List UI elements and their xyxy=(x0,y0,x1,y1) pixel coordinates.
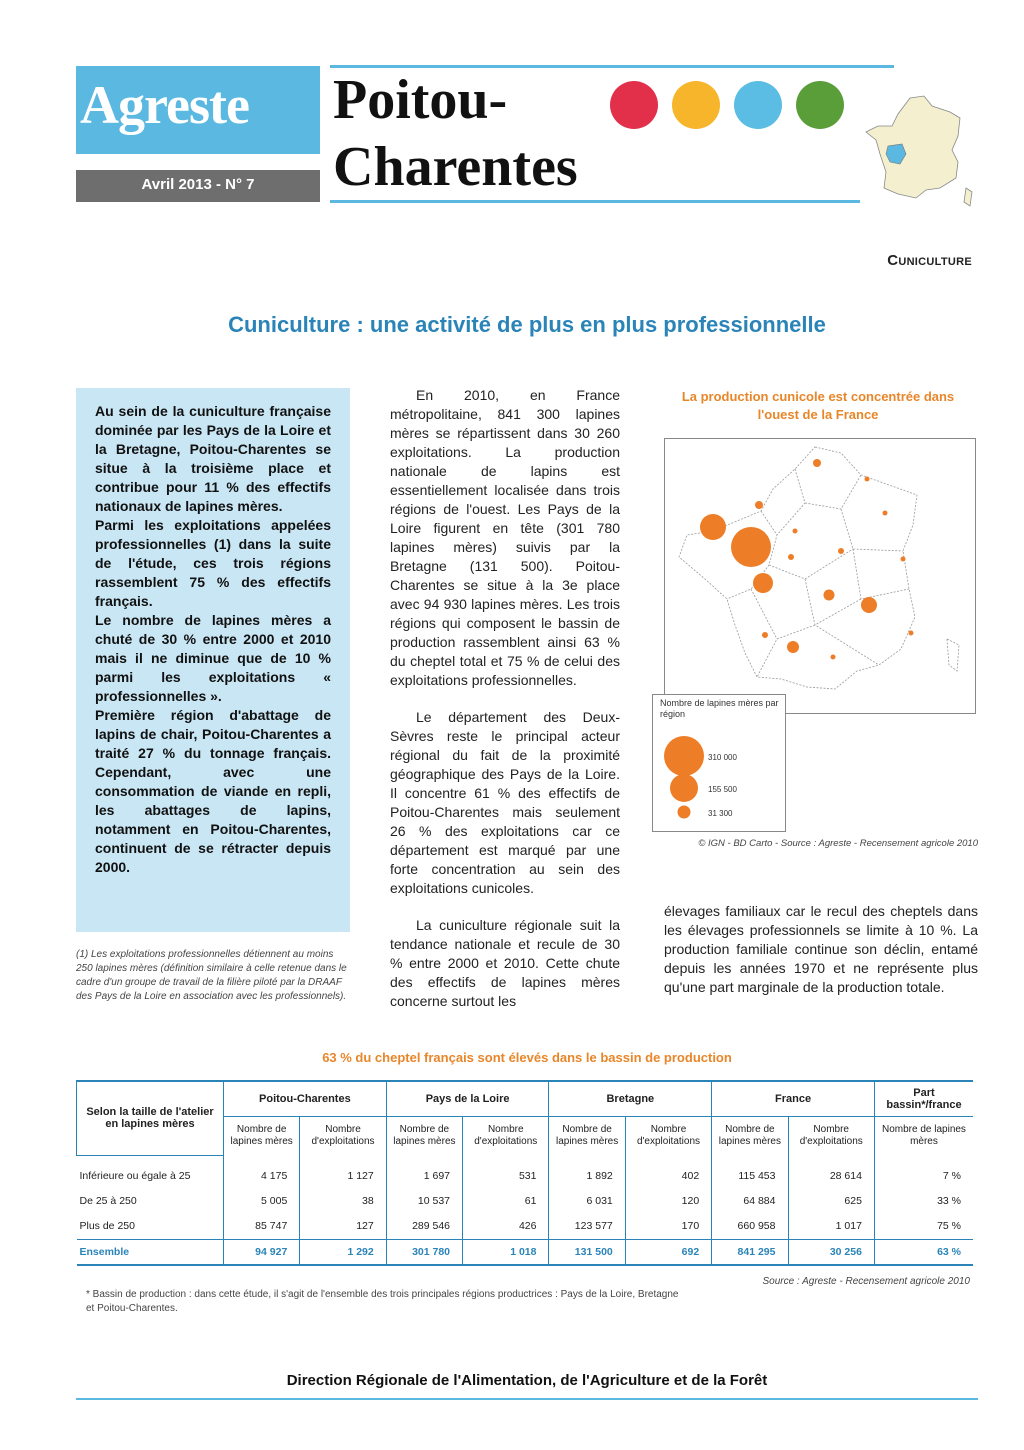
france-bubble-map xyxy=(665,439,975,713)
table-cell: 75 % xyxy=(874,1214,973,1240)
color-dot-yellow xyxy=(672,81,720,129)
body-paragraph: Le département des Deux-Sèvres reste le principal acteur régional du fait de la proximité géographique des Pays de la Loire. Il concentre 61 % des effectifs de Poitou-Charentes mais seulement 26 % des exploitations car ce département est marqué par une forte concentration au sein des exploitations cunicoles. xyxy=(390,709,620,896)
table-note: * Bassin de production : dans cette étude, il s'agit de l'ensemble des trois principales régions productrices : Pays de la Loire, Bretagne et Poitou-Charentes. xyxy=(86,1289,679,1314)
table-cell: 123 577 xyxy=(549,1214,625,1240)
table-cell: 660 958 xyxy=(712,1214,788,1240)
table-cell: 5 005 xyxy=(224,1189,300,1214)
subheader: Nombre d'exploitations xyxy=(625,1117,711,1156)
color-dot-green xyxy=(796,81,844,129)
region-title-line1: Poitou- xyxy=(333,69,508,131)
group-header: Pays de la Loire xyxy=(386,1081,549,1117)
table-cell: 1 697 xyxy=(386,1155,462,1189)
table-cell: 6 031 xyxy=(549,1189,625,1214)
subheader: Nombre de lapines mères xyxy=(386,1117,462,1156)
table-total-row xyxy=(77,1239,974,1265)
subheader: Nombre de lapines mères xyxy=(549,1117,625,1156)
map-source: © IGN - BD Carto - Source : Agreste - Recensement agricole 2010 xyxy=(698,838,978,849)
header-rule-top xyxy=(330,65,894,68)
table-cell: 289 546 xyxy=(386,1214,462,1240)
table-cell: 28 614 xyxy=(788,1155,874,1189)
color-dot-blue xyxy=(734,81,782,129)
table-cell: 301 780 xyxy=(386,1239,462,1265)
table-cell: 33 % xyxy=(874,1189,973,1214)
table-cell: 127 xyxy=(300,1214,386,1240)
table-cell: 30 256 xyxy=(788,1239,874,1265)
total-label: Ensemble xyxy=(77,1239,224,1265)
section-label: Cuniculture xyxy=(887,252,972,269)
map-title: La production cunicole est concentrée dans l'ouest de la France xyxy=(681,389,955,422)
subheader: Nombre de lapines mères xyxy=(712,1117,788,1156)
table-cell: 426 xyxy=(463,1214,549,1240)
legend-value-large: 310 000 xyxy=(708,753,737,762)
table-cell: 692 xyxy=(625,1239,711,1265)
summary-paragraph: Le nombre de lapines mères a chuté de 30 % entre 2000 et 2010 mais il ne diminue que de 10 % parmi les exploitations « professionnelles ». xyxy=(95,612,331,704)
subheader: Nombre d'exploitations xyxy=(300,1117,386,1156)
table-cell: 10 537 xyxy=(386,1189,462,1214)
row-label: De 25 à 250 xyxy=(79,1195,137,1207)
table-row xyxy=(77,1214,974,1240)
brand-name: Agreste xyxy=(80,75,249,135)
color-dot-red xyxy=(610,81,658,129)
summary-text xyxy=(95,402,331,877)
footer-text: Direction Régionale de l'Alimentation, de l'Agriculture et de la Forêt xyxy=(286,1372,768,1389)
subheader: Nombre d'exploitations xyxy=(788,1117,874,1156)
table-cell: 1 892 xyxy=(549,1155,625,1189)
group-header: France xyxy=(712,1081,875,1117)
table-cell: 63 % xyxy=(874,1239,973,1265)
issue-label: Avril 2013 - N° 7 xyxy=(141,176,255,193)
legend-value-medium: 155 500 xyxy=(708,785,737,794)
table-cell: 1 017 xyxy=(788,1214,874,1240)
row-label: Plus de 250 xyxy=(79,1220,135,1232)
table-cell: 115 453 xyxy=(712,1155,788,1189)
subheader: Nombre de lapines mères xyxy=(874,1117,973,1156)
table-cell: 625 xyxy=(788,1189,874,1214)
region-title-line2: Charentes xyxy=(333,136,578,198)
map-frame xyxy=(664,438,976,714)
legend-value-small: 31 300 xyxy=(708,809,733,818)
body-column xyxy=(390,386,620,1029)
legend-bubbles xyxy=(656,726,780,826)
summary-paragraph: Au sein de la cuniculture française dominée par les Pays de la Loire et la Bretagne, Poitou-Charentes se situe à la troisième place et contribue pour 11 % des effectifs nationaux de lapines mères. xyxy=(95,403,331,514)
share-header: Part bassin*/france xyxy=(874,1081,973,1117)
data-table xyxy=(76,1080,973,1266)
group-header: Bretagne xyxy=(549,1081,712,1117)
table-cell: 61 xyxy=(463,1189,549,1214)
table-cell: 841 295 xyxy=(712,1239,788,1265)
table-cell: 7 % xyxy=(874,1155,973,1189)
table-cell: 38 xyxy=(300,1189,386,1214)
article-title: Cuniculture : une activité de plus en plus professionnelle xyxy=(228,312,826,337)
row-label: Inférieure ou égale à 25 xyxy=(79,1170,191,1182)
table-cell: 1 018 xyxy=(463,1239,549,1265)
footnote: (1) Les exploitations professionnelles détiennent au moins 250 lapines mères (définition similaire à celle retenue dans le cadre d'un groupe de travail de la filière piloté par la DRAAF des Pays de la Loire en association avec les professionnels). xyxy=(76,949,347,1002)
table-cell: 4 175 xyxy=(224,1155,300,1189)
body-paragraph-continued: élevages familiaux car le recul des cheptels dans les élevages professionnels se limite à 10 %. La production familiale continue son déclin, entamé depuis les années 1970 et ne représente plus qu'une part marginale de la production totale. xyxy=(664,903,978,995)
table-cell: 402 xyxy=(625,1155,711,1189)
table-row xyxy=(77,1189,974,1214)
table-source: Source : Agreste - Recensement agricole 2010 xyxy=(762,1276,970,1287)
legend-title: Nombre de lapines mères par région xyxy=(660,698,779,719)
table-cell: 170 xyxy=(625,1214,711,1240)
subheader: Nombre d'exploitations xyxy=(463,1117,549,1156)
footer-rule xyxy=(76,1398,978,1400)
table-cell: 531 xyxy=(463,1155,549,1189)
table-row xyxy=(77,1155,974,1189)
header-rule-bottom xyxy=(330,200,860,203)
table-cell: 1 292 xyxy=(300,1239,386,1265)
table-cell: 120 xyxy=(625,1189,711,1214)
summary-paragraph: Première région d'abattage de lapins de chair, Poitou-Charentes a traité 27 % du tonnage français. Cependant, avec une consommation de viande en repli, les abattages de lapins, notamment en Poitou-Charentes, continuent de se rétracter depuis 2000. xyxy=(95,707,331,875)
france-locator-map-icon xyxy=(862,92,980,210)
summary-paragraph: Parmi les exploitations appelées professionnelles (1) dans la suite de l'étude, ces trois régions rassemblent 75 % des effectifs français. xyxy=(95,517,331,609)
table-cell: 131 500 xyxy=(549,1239,625,1265)
table-cell: 64 884 xyxy=(712,1189,788,1214)
table-cell: 94 927 xyxy=(224,1239,300,1265)
body-paragraph: La cuniculture régionale suit la tendance nationale et recule de 30 % entre 2000 et 2010. Cette chute des effectifs de lapines mères concerne surtout les xyxy=(390,917,620,1009)
body-paragraph: En 2010, en France métropolitaine, 841 300 lapines mères se répartissent dans 30 260 exploitations. La production nationale de lapins est essentiellement localisée dans trois régions de l'ouest. Les Pays de la Loire figurent en tête (301 780 lapines mères) suivis par la Bretagne (131 500). Poitou-Charentes se situe à la 3e place avec 94 930 lapines mères. Les trois régions qui composent le bassin de production rassemblent ainsi 63 % du cheptel total et 75 % de celui des exploitations professionnelles. xyxy=(390,387,620,688)
table-cell: 85 747 xyxy=(224,1214,300,1240)
group-header: Poitou-Charentes xyxy=(224,1081,387,1117)
table-cell: 1 127 xyxy=(300,1155,386,1189)
row-header: Selon la taille de l'atelier en lapines mères xyxy=(77,1081,224,1155)
subheader: Nombre de lapines mères xyxy=(224,1117,300,1156)
table-title: 63 % du cheptel français sont élevés dans le bassin de production xyxy=(322,1050,732,1065)
